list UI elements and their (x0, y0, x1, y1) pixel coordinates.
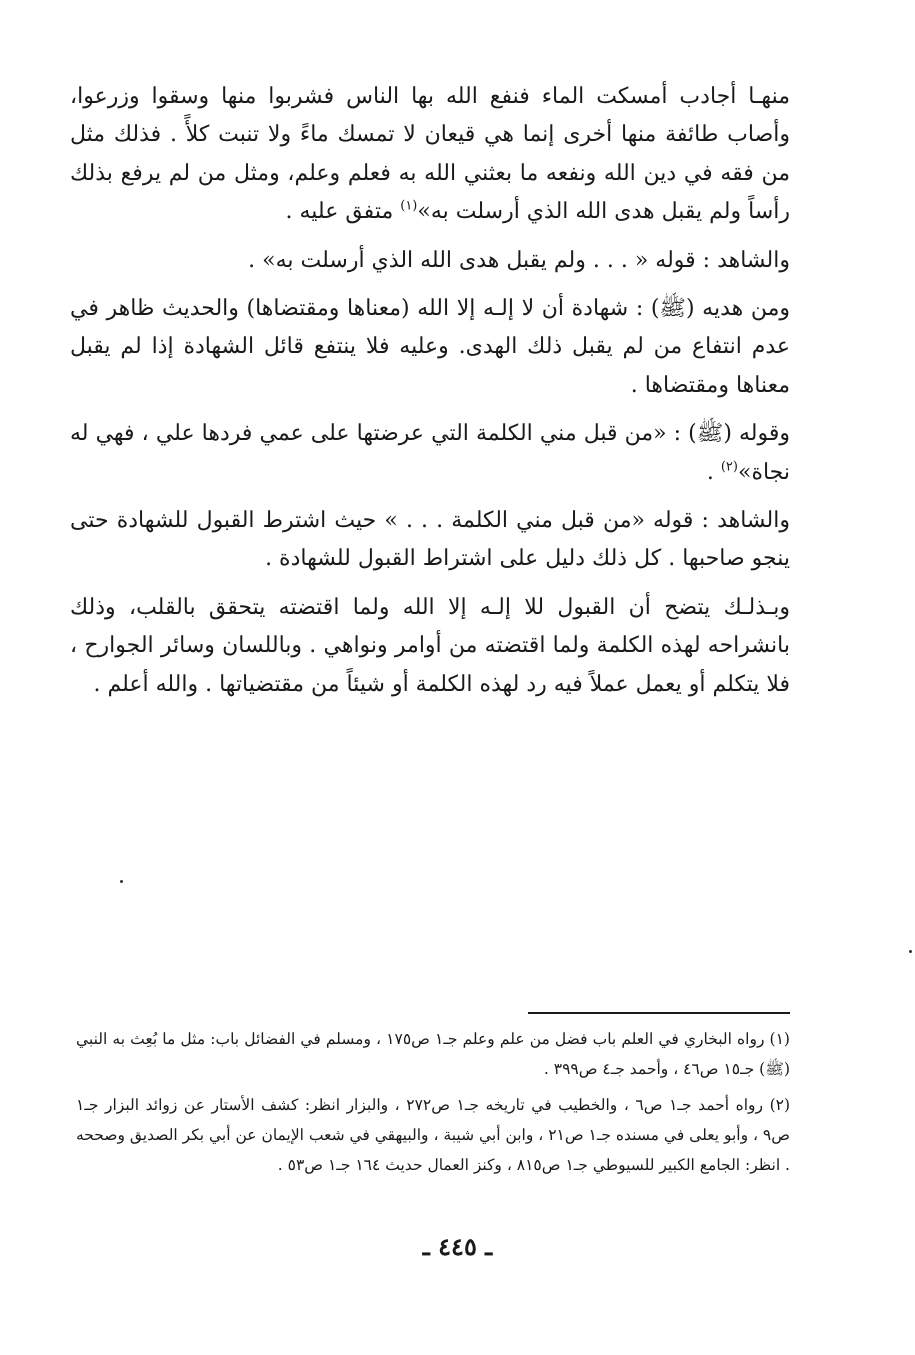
paragraph-evidence-1: والشاهد : قوله « . . . ولم يقبل هدى الله الذي أرسلت به» . (248, 247, 790, 273)
paragraph-second-hadith: وقوله (ﷺ) : «من قبل مني الكلمة التي عرضتها على عمي فردها علي ، فهي له نجاة»$^{(٢)}$ . (70, 421, 790, 485)
footnote-divider (528, 1012, 790, 1014)
footnote-ref-2[interactable]: (٢) (720, 459, 738, 475)
paragraph-hadith-text: منهـا أجادب أمسكت الماء فنفع الله بها الناس فشربوا منها وسقوا وزرعوا، وأصاب طائفة منها أخرى إنما هي قيعان لا تمسك ماءً ولا تنبت كلأً . فذلك مثل من فقه في دين الله ونفعه ما بعثني الله به فعلم وعلم، ومثل من لم يرفع بذلك رأساً ولم يقبل هدى الله الذي أرسلت به»$^{(١)}$ متفق عليه . (70, 84, 790, 225)
footnote-2: (٢) رواه أحمد جـ١ ص٦ ، والخطيب في تاريخه جـ١ ص٢٧٢ ، والبزار انظر: كشف الأستار عن زوائد البزار جـ١ ص٩ ، وأبو يعلى في مسنده جـ١ ص٢١ ، وابن أبي شيبة ، والبيهقي في شعب الإيمان عن أبي بكر الصديق وصححه . انظر: الجامع الكبير للسيوطي جـ١ ص٨١٥ ، وكنز العمال حديث ١٦٤ جـ١ ص٥٣ . (75, 1096, 791, 1174)
footnotes-section (76, 1024, 790, 1186)
paragraph-guidance: ومن هديه (ﷺ) : شهادة أن لا إلـه إلا الله (معناها ومقتضاها) والحديث ظاهر في عدم انتفاع من لم يقبل ذلك الهدى. وعليه فلا ينتفع قائل الشهادة إذا لم يقبل معناها ومقتضاها . (70, 296, 790, 398)
page-number: ـ ٤٤٥ ـ (422, 1232, 493, 1261)
paragraph-evidence-2: والشاهد : قوله «من قبل مني الكلمة . . . » حيث اشترط القبول للشهادة حتى ينجو صاحبها . كل ذلك دليل على اشتراط القبول للشهادة . (70, 508, 790, 572)
scan-speck (909, 950, 912, 953)
paragraph-conclusion: وبـذلـك يتضح أن القبول للا إلـه إلا الله ولما اقتضته يتحقق بالقلب، وذلك بانشراحه لهذه الكلمة ولما اقتضته من أوامر ونواهي . وباللسان وسائر الجوارح ، فلا يتكلم أو يعمل عملاً فيه رد لهذه الكلمة أو شيئاً من مقتضياتها . والله أعلم . (70, 594, 790, 697)
footnote-1: (١) رواه البخاري في العلم باب فضل من علم وعلم جـ١ ص١٧٥ ، ومسلم في الفضائل باب: مثل ما بُعِث به النبي (ﷺ) جـ١٥ ص٤٦ ، وأحمد جـ٤ ص٣٩٩ . (76, 1030, 790, 1078)
scan-speck (120, 880, 123, 883)
footnote-ref-1[interactable]: (١) (400, 198, 418, 214)
main-text (70, 78, 790, 714)
